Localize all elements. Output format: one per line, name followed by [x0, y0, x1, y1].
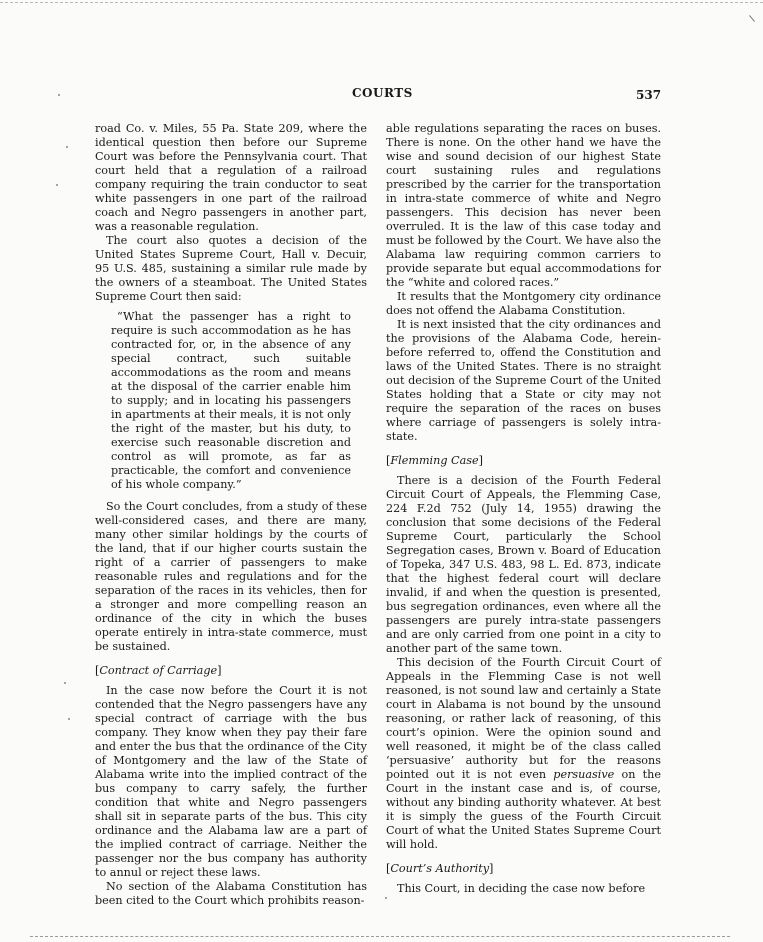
right-paragraph-4: There is a decision of the Fourth Federal Circuit Court of Appeals, the Flemming Case, 224 F.2d 752 (July 14, 1955) drawing the conclusion that some decisions of the Federal Supreme Court, particularly the School Segregation cases, Brown v. Board of Education of Topeka, 347 U.S. 483, 98 L. Ed. 873, indicate that the highest federal court will declare invalid, if and when the question is presented, bus segregation ordinances, even where all the passengers are purely intra-state passengers and are only carried from one point in a city to another part of the same town. [386, 474, 661, 655]
running-head-title: COURTS [352, 86, 413, 100]
page-number: 537 [636, 88, 662, 102]
left-paragraph-2: The court also quotes a decision of the United States Supreme Court, Hall v. Decuir, 95 U.S. 485, sustaining a similar rule made by the owners of a steamboat. The United States Supreme Court then said: [95, 234, 367, 303]
scan-speck [68, 718, 70, 720]
emphasis-persuasive: persuasive [553, 768, 615, 781]
block-quote-text: “What the passenger has a right to require is such accommodation as he has contracted for, or, in the absence of any special contract, such suitable accommodations as the room and means at the disposal of the carrier enable him to supply; and in locating his passengers in apartments at their meals, it is not only the right of the master, but his duty, to exercise such reasonable discretion and control as will promote, as far as practicable, the comfort and convenience of his whole company.” [111, 310, 351, 491]
block-quote [111, 310, 351, 492]
scan-speck [56, 184, 58, 186]
right-column [386, 122, 661, 896]
scan-speck [66, 146, 68, 148]
right-paragraph-5: This decision of the Fourth Circuit Court of Appeals in the Flemming Case is not well reasoned, is not sound law and certainly a State court in Alabama is not bound by the unsound reasoning, or rather lack of reasoning, of this court’s opinion. Were the opinion sound and well reasoned, it might be of the class called ‘persuasive’ authority but for the reasons pointed out it is not even persuasive on the Court in the instant case and is, of course, without any binding authority whatever. At best it is simply the guess of the Fourth Circuit Court of what the United States Supreme Court will hold. [386, 656, 661, 851]
section-heading-courts-authority: [Court’s Authority] [386, 862, 494, 875]
right-paragraph-6: This Court, in deciding the case now before [397, 882, 646, 895]
section-heading-flemming-case: [Flemming Case] [386, 454, 484, 467]
top-border-dashes [0, 2, 763, 3]
scan-speck [64, 682, 66, 684]
left-column [95, 122, 367, 908]
scan-speck [385, 897, 387, 899]
section-heading-contract-of-carriage: [Contract of Carriage] [95, 664, 222, 677]
right-paragraph-3: It is next insisted that the city ordinances and the provisions of the Alabama Code, herein-before referred to, offend the Constitution and laws of the United States. There is no straight out decision of the Supreme Court of the United States holding that a State or city may not require the separation of the races on buses where carriage of passengers is solely intra-state. [386, 318, 661, 443]
left-paragraph-5: No section of the Alabama Constitution has been cited to the Court which prohibits reason- [95, 880, 367, 907]
right-paragraph-1: able regulations separating the races on buses. There is none. On the other hand we have the wise and sound decision of our highest State court sustaining rules and regulations prescribed by the carrier for the transportation in intra-state commerce of white and Negro passengers. This decision has never been overruled. It is the law of this case today and must be followed by the Court. We have also the Alabama law requiring common carriers to provide separate but equal accommodations for the “white and colored races.” [386, 122, 661, 289]
left-paragraph-4: In the case now before the Court it is not contended that the Negro passengers have any special contract of carriage with the bus company. They know when they pay their fare and enter the bus that the ordinance of the City of Montgomery and the law of the State of Alabama write into the implied contract of the bus company to carry safely, the further condition that white and Negro passengers shall sit in separate parts of the bus. This city ordinance and the Alabama law are a part of the implied contract of carriage. Neither the passenger nor the bus company has authority to annul or reject these laws. [95, 684, 367, 879]
bottom-border-dashes [30, 936, 730, 937]
corner-scan-mark [749, 15, 755, 22]
right-paragraph-2: It results that the Montgomery city ordinance does not offend the Alabama Constitution. [386, 290, 661, 317]
scan-speck [58, 94, 60, 96]
left-paragraph-1: road Co. v. Miles, 55 Pa. State 209, where the identical question then before our Supreme Court was before the Pennsylvania court. That court held that a regulation of a railroad company requiring the train conductor to seat white passengers in one part of the railroad coach and Negro passengers in another part, was a reasonable regulation. [95, 122, 367, 233]
left-paragraph-3: So the Court concludes, from a study of these well-considered cases, and there are many, many other similar holdings by the courts of the land, that if our higher courts sustain the right of a carrier of passengers to make reasonable rules and regulations and for the separation of the races in its vehicles, then for a stronger and more compelling reason an ordinance of the city in which the buses operate entirely in intra-state commerce, must be sustained. [95, 500, 367, 653]
